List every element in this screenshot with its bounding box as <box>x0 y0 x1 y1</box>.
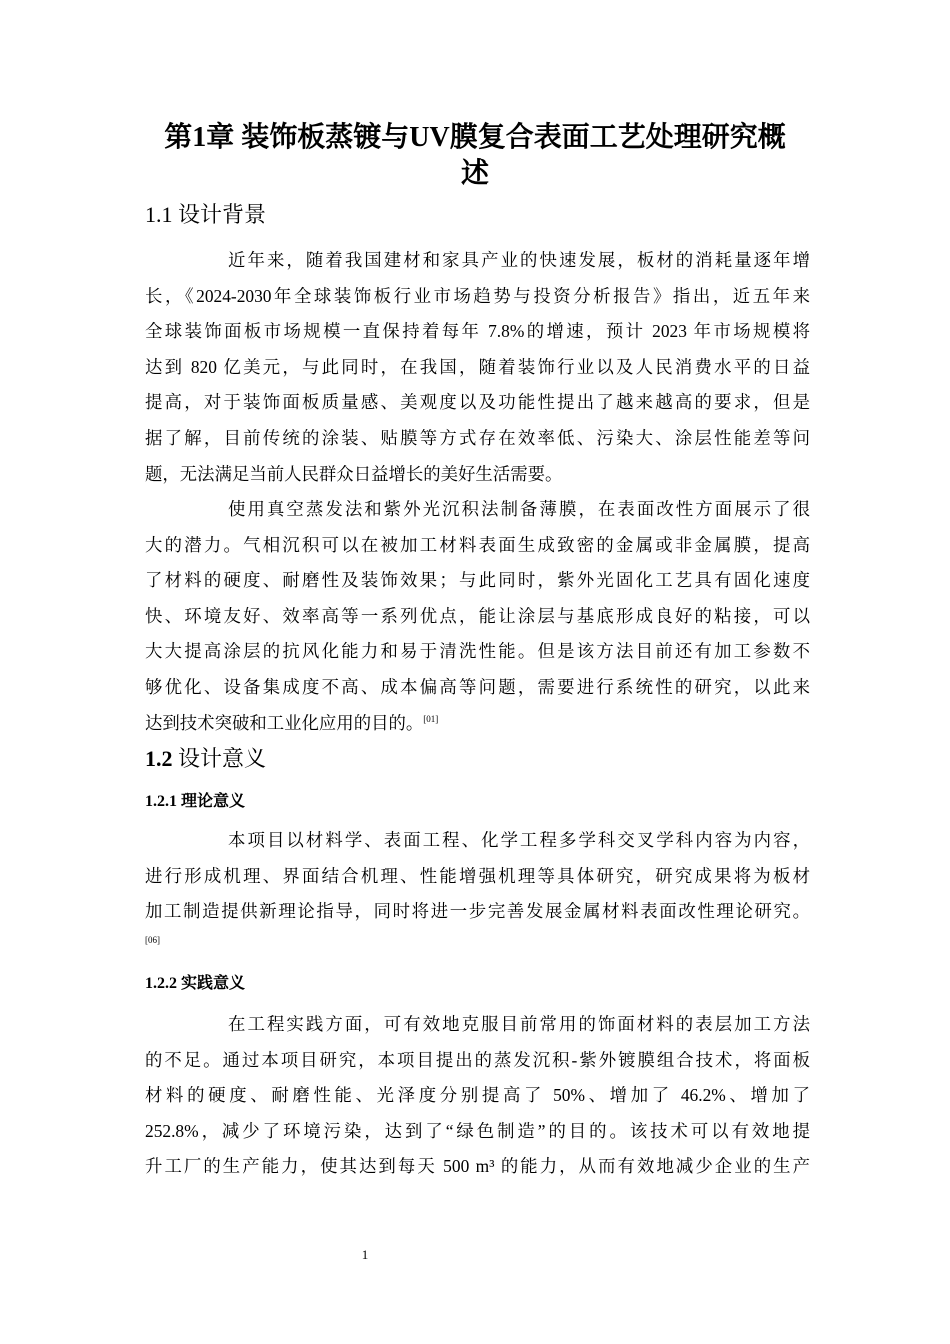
paragraph-line: 的不足。通过本项目研究，本项目提出的蒸发沉积-紫外镀膜组合技术，将面板 <box>145 1049 810 1070</box>
paragraph-line: 在工程实践方面，可有效地克服目前常用的饰面材料的表层加工方法 <box>228 1014 810 1034</box>
section-title: 设计意义 <box>172 746 267 771</box>
paragraph-line: 了材料的硬度、耐磨性及装饰效果；与此同时，紫外光固化工艺具有固化速度 <box>145 570 810 591</box>
section-heading-1-2 <box>145 744 266 774</box>
paragraph-line: 本项目以材料学、表面工程、化学工程多学科交叉学科内容为内容， <box>228 830 810 850</box>
paragraph-line: 近年来，随着我国建材和家具产业的快速发展，板材的消耗量逐年增 <box>228 250 810 270</box>
paragraph-line: 快、环境友好、效率高等一系列优点，能让涂层与基底形成良好的粘接，可以 <box>145 605 810 626</box>
subsection-heading-1-2-1: 1.2.1 理论意义 <box>145 793 246 810</box>
paragraph-line: 加工制造提供新理论指导，同时将进一步完善发展金属材料表面改性理论研究。 <box>145 901 810 922</box>
paragraph-line: 进行形成机理、界面结合机理、性能增强机理等具体研究，研究成果将为板材 <box>145 865 810 886</box>
paragraph-line: 升工厂的生产能力，使其达到每天 500 m³ 的能力，从而有效地减少企业的生产 <box>145 1156 810 1177</box>
paragraph-line: 长，《2024-2030年全球装饰板行业市场趋势与投资分析报告》指出，近五年来 <box>145 285 810 306</box>
section-number: 1.2 <box>145 746 173 771</box>
paragraph-line: 使用真空蒸发法和紫外光沉积法制备薄膜，在表面改性方面展示了很 <box>228 499 810 519</box>
paragraph-line: 提高，对于装饰面板质量感、美观度以及功能性提出了越来越高的要求，但是 <box>145 392 810 413</box>
page-number: 1 <box>361 1247 369 1262</box>
paragraph-background-2 <box>145 492 810 741</box>
chapter-title <box>138 120 812 192</box>
subsection-heading-1-2-2: 1.2.2 实践意义 <box>145 975 246 992</box>
paragraph-line: 材料的硬度、耐磨性能、光泽度分别提高了 50%、增加了 46.2%、增加了 <box>145 1085 810 1106</box>
paragraph-line: 252.8%，减少了环境污染，达到了“绿色制造”的目的。该技术可以有效地提 <box>145 1120 810 1141</box>
paragraph-line: 达到 820 亿美元，与此同时，在我国，随着装饰行业以及人民消费水平的日益 <box>145 356 810 377</box>
paragraph-practice <box>145 1007 810 1185</box>
chapter-title-line-1: 第1章 装饰板蒸镀与UV膜复合表面工艺处理研究概 <box>164 122 786 153</box>
paragraph-line: 够优化、设备集成度不高、成本偏高等问题，需要进行系统性的研究，以此来 <box>145 676 810 697</box>
paragraph-line: 全球装饰面板市场规模一直保持着每年 7.8%的增速，预计 2023 年市场规模将 <box>145 321 810 342</box>
paragraph-line-text: 达到技术突破和工业化应用的目的。 <box>145 712 424 733</box>
paragraph-line: 题，无法满足当前人民群众日益增长的美好生活需要。 <box>145 463 563 484</box>
paragraph-line: 大大提高涂层的抗风化能力和易于清洗性能。但是该方法目前还有加工参数不 <box>145 641 810 662</box>
paragraph-theory <box>145 823 810 930</box>
paragraph-background-1 <box>145 243 810 492</box>
citation-mark: [06] <box>145 935 160 945</box>
citation-mark: [01] <box>423 713 439 724</box>
chapter-title-line-2: 述 <box>460 158 489 189</box>
paragraph-line: 大的潜力。气相沉积可以在被加工材料表面生成致密的金属或非金属膜，提高 <box>145 534 810 555</box>
paragraph-line: 据了解，目前传统的涂装、贴膜等方式存在效率低、污染大、涂层性能差等问 <box>145 427 810 448</box>
section-heading-1-1: 1.1 设计背景 <box>145 202 267 227</box>
paragraph-line-with-citation <box>145 706 810 742</box>
